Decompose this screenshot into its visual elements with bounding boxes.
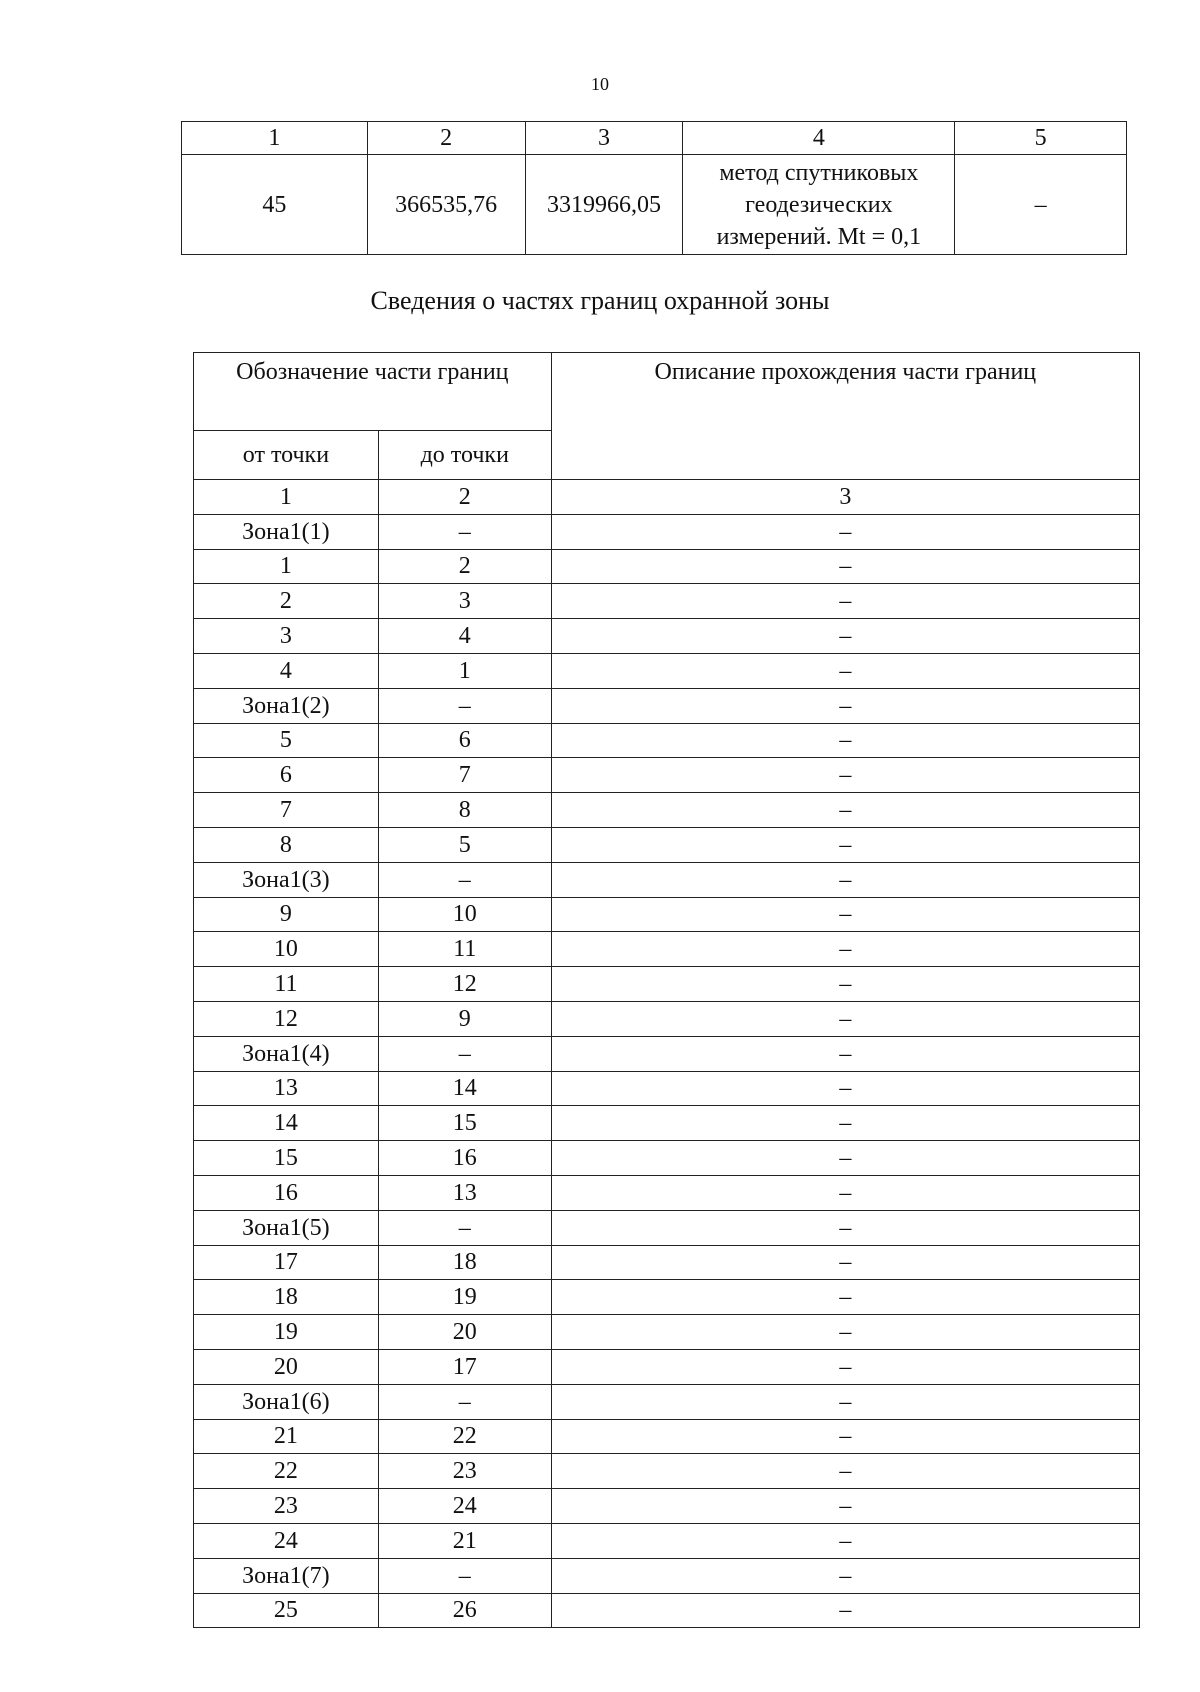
- from-point-cell: 25: [194, 1593, 379, 1628]
- column-number: 5: [955, 122, 1127, 155]
- table-row: [194, 827, 1140, 862]
- from-point-cell: Зона1(4): [194, 1036, 379, 1071]
- to-point-cell: 22: [378, 1419, 551, 1454]
- table-row: [194, 1106, 1140, 1141]
- designation-header: Обозначение части границ: [194, 353, 552, 431]
- description-cell: –: [551, 584, 1139, 619]
- description-cell: –: [551, 653, 1139, 688]
- description-cell: –: [551, 897, 1139, 932]
- from-point-cell: 13: [194, 1071, 379, 1106]
- table-row: [194, 932, 1140, 967]
- description-cell: –: [551, 619, 1139, 654]
- table-row: [194, 688, 1140, 723]
- description-cell: –: [551, 758, 1139, 793]
- to-point-cell: 18: [378, 1245, 551, 1280]
- table-row: [194, 1036, 1140, 1071]
- from-point-cell: 5: [194, 723, 379, 758]
- section-title: Сведения о частях границ охранной зоны: [370, 286, 830, 315]
- from-point-cell: Зона1(2): [194, 688, 379, 723]
- table-row: [194, 1489, 1140, 1524]
- from-point-cell: 2: [194, 584, 379, 619]
- table-row: [194, 1141, 1140, 1176]
- from-point-cell: Зона1(3): [194, 862, 379, 897]
- to-point-cell: 13: [378, 1175, 551, 1210]
- description-header: Описание прохождения части границ: [551, 353, 1139, 480]
- description-cell: –: [551, 514, 1139, 549]
- from-point-cell: 16: [194, 1175, 379, 1210]
- table-row: [194, 1558, 1140, 1593]
- to-point-cell: 23: [378, 1454, 551, 1489]
- to-point-cell: 21: [378, 1523, 551, 1558]
- description-cell: –: [551, 1593, 1139, 1628]
- description-cell: –: [551, 932, 1139, 967]
- table-row: [194, 1384, 1140, 1419]
- table-row: [194, 758, 1140, 793]
- method-cell: [683, 155, 955, 255]
- to-point-cell: 5: [378, 827, 551, 862]
- to-point-cell: 3: [378, 584, 551, 619]
- method-line: геодезических: [745, 191, 893, 218]
- from-point-cell: 1: [194, 549, 379, 584]
- from-point-cell: 7: [194, 793, 379, 828]
- table-row: [194, 1419, 1140, 1454]
- table-row: [194, 1071, 1140, 1106]
- table-row: [194, 1210, 1140, 1245]
- to-point-cell: –: [378, 1210, 551, 1245]
- table-row: [194, 897, 1140, 932]
- description-cell: –: [551, 1141, 1139, 1176]
- to-point-cell: –: [378, 1558, 551, 1593]
- description-cell: –: [551, 967, 1139, 1002]
- column-number: 1: [182, 122, 368, 155]
- description-cell: –: [551, 1071, 1139, 1106]
- to-point-cell: –: [378, 862, 551, 897]
- description-cell: –: [551, 1523, 1139, 1558]
- description-cell: –: [551, 723, 1139, 758]
- table-row: [182, 155, 1127, 255]
- from-point-cell: 21: [194, 1419, 379, 1454]
- description-cell: –: [551, 1175, 1139, 1210]
- from-point-cell: Зона1(7): [194, 1558, 379, 1593]
- from-point-cell: 23: [194, 1489, 379, 1524]
- column-number: 4: [683, 122, 955, 155]
- to-point-cell: 24: [378, 1489, 551, 1524]
- description-cell: –: [551, 688, 1139, 723]
- table-row: [194, 1349, 1140, 1384]
- to-point-cell: 8: [378, 793, 551, 828]
- table-row: [194, 967, 1140, 1002]
- table-row: [194, 793, 1140, 828]
- to-point-cell: 1: [378, 653, 551, 688]
- to-point-cell: –: [378, 514, 551, 549]
- to-point-cell: 10: [378, 897, 551, 932]
- from-point-cell: Зона1(6): [194, 1384, 379, 1419]
- description-cell: –: [551, 1349, 1139, 1384]
- page-number: 10: [591, 74, 609, 94]
- table-row: [194, 723, 1140, 758]
- to-point-cell: 11: [378, 932, 551, 967]
- table-row: [194, 653, 1140, 688]
- description-cell: –: [551, 827, 1139, 862]
- from-point-header: от точки: [194, 431, 379, 480]
- to-point-cell: 14: [378, 1071, 551, 1106]
- table-row: [194, 1280, 1140, 1315]
- column-number: 3: [525, 122, 683, 155]
- from-point-cell: 12: [194, 1001, 379, 1036]
- to-point-cell: –: [378, 1384, 551, 1419]
- description-cell: –: [551, 793, 1139, 828]
- from-point-cell: 3: [194, 619, 379, 654]
- parts-table-body: [194, 480, 1140, 1628]
- from-point-cell: 4: [194, 653, 379, 688]
- from-point-cell: 6: [194, 758, 379, 793]
- from-point-cell: 17: [194, 1245, 379, 1280]
- table-row: [194, 549, 1140, 584]
- table-row: [194, 1175, 1140, 1210]
- description-cell: –: [551, 1315, 1139, 1350]
- table-row: [194, 1001, 1140, 1036]
- table-row: [194, 619, 1140, 654]
- from-point-cell: 22: [194, 1454, 379, 1489]
- table-row: [194, 1315, 1140, 1350]
- to-point-cell: 2: [378, 549, 551, 584]
- column-numbering-row: [194, 480, 1140, 515]
- coordinate-y-cell: 3319966,05: [525, 155, 683, 255]
- column-number: 2: [378, 480, 551, 515]
- from-point-cell: 19: [194, 1315, 379, 1350]
- to-point-cell: 4: [378, 619, 551, 654]
- boundary-parts-table: [193, 352, 1140, 1628]
- to-point-cell: 17: [378, 1349, 551, 1384]
- from-point-cell: 11: [194, 967, 379, 1002]
- to-point-cell: 19: [378, 1280, 551, 1315]
- from-point-cell: 14: [194, 1106, 379, 1141]
- table-row: [194, 1593, 1140, 1628]
- table-row: [194, 1454, 1140, 1489]
- column-number: 3: [551, 480, 1139, 515]
- to-point-cell: 16: [378, 1141, 551, 1176]
- description-cell: –: [551, 1489, 1139, 1524]
- to-point-cell: 20: [378, 1315, 551, 1350]
- from-point-cell: 10: [194, 932, 379, 967]
- to-point-cell: 9: [378, 1001, 551, 1036]
- column-number: 2: [367, 122, 525, 155]
- table-row: [194, 1523, 1140, 1558]
- description-cell: –: [551, 549, 1139, 584]
- from-point-cell: 24: [194, 1523, 379, 1558]
- from-point-cell: 15: [194, 1141, 379, 1176]
- to-point-header: до точки: [378, 431, 551, 480]
- table-row: [194, 514, 1140, 549]
- to-point-cell: 15: [378, 1106, 551, 1141]
- description-cell: –: [551, 1036, 1139, 1071]
- description-cell: –: [551, 862, 1139, 897]
- from-point-cell: 8: [194, 827, 379, 862]
- description-cell: –: [551, 1558, 1139, 1593]
- to-point-cell: –: [378, 1036, 551, 1071]
- to-point-cell: 26: [378, 1593, 551, 1628]
- parts-table-header: [194, 353, 1140, 431]
- description-cell: –: [551, 1280, 1139, 1315]
- table-row: [194, 1245, 1140, 1280]
- from-point-cell: 9: [194, 897, 379, 932]
- description-cell: –: [551, 1419, 1139, 1454]
- description-cell: –: [551, 1245, 1139, 1280]
- to-point-cell: 7: [378, 758, 551, 793]
- coordinates-table-header: [182, 122, 1127, 155]
- description-cell: –: [551, 1454, 1139, 1489]
- from-point-cell: Зона1(1): [194, 514, 379, 549]
- point-number-cell: 45: [182, 155, 368, 255]
- column-number: 1: [194, 480, 379, 515]
- description-cell: –: [551, 1384, 1139, 1419]
- table-row: [194, 584, 1140, 619]
- from-point-cell: 20: [194, 1349, 379, 1384]
- to-point-cell: 12: [378, 967, 551, 1002]
- to-point-cell: 6: [378, 723, 551, 758]
- from-point-cell: Зона1(5): [194, 1210, 379, 1245]
- description-cell: –: [551, 1106, 1139, 1141]
- method-line: измерений. Mt = 0,1: [716, 223, 922, 250]
- coordinates-table: [181, 121, 1127, 255]
- note-cell: –: [955, 155, 1127, 255]
- description-cell: –: [551, 1001, 1139, 1036]
- coordinate-x-cell: 366535,76: [367, 155, 525, 255]
- table-row: [194, 862, 1140, 897]
- from-point-cell: 18: [194, 1280, 379, 1315]
- to-point-cell: –: [378, 688, 551, 723]
- method-line: метод спутниковых: [719, 159, 919, 186]
- description-cell: –: [551, 1210, 1139, 1245]
